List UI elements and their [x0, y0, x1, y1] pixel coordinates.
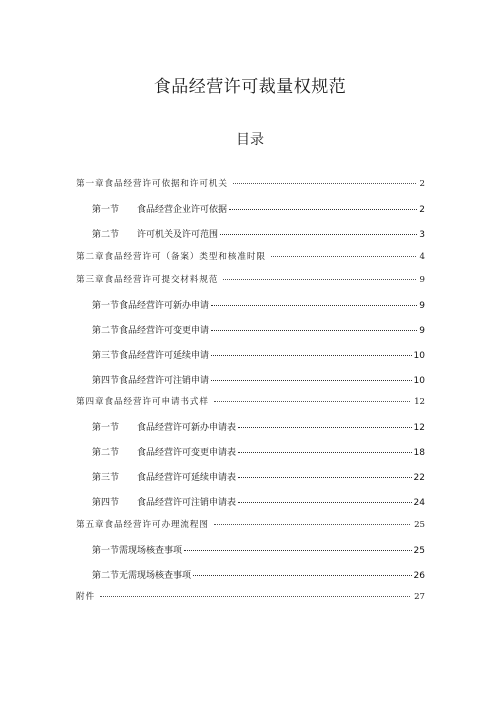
toc-page-number: 18 [413, 448, 425, 458]
toc-entry-chapter-5[interactable] [76, 518, 425, 530]
toc-entry-label: 附件 [76, 592, 95, 602]
toc-page-number: 12 [414, 397, 425, 407]
toc-leader-dots [211, 355, 412, 356]
toc-page-number: 24 [413, 498, 425, 508]
document-title: 食品经营许可裁量权规范 [153, 77, 347, 97]
toc-heading: 目录 [236, 132, 264, 148]
toc-leader-dots [238, 477, 412, 478]
toc-entry-label: 第四章食品经营许可申请书式样 [76, 397, 209, 407]
toc-page-number: 25 [414, 520, 425, 530]
toc-entry-section-1-1[interactable] [92, 202, 425, 215]
toc-leader-dots [211, 380, 412, 381]
toc-leader-dots [211, 305, 417, 306]
toc-leader-dots [211, 330, 417, 331]
toc-leader-dots [214, 401, 410, 402]
toc-entry-section-4-4[interactable] [92, 495, 425, 508]
toc-entry-appendix[interactable] [76, 590, 425, 602]
toc-leader-dots [238, 427, 412, 428]
toc-leader-dots [220, 234, 417, 235]
toc-entry-label: 第一节食品经营许可新办申请 [92, 301, 210, 311]
toc-entry-section-4-1[interactable] [92, 420, 425, 433]
toc-entry-section-3-2[interactable] [92, 323, 425, 336]
toc-leader-dots [238, 452, 412, 453]
toc-page-number: 10 [413, 351, 425, 361]
toc-page-number: 10 [413, 376, 425, 386]
toc-entry-label: 第一章食品经营许可依据和许可机关 [76, 179, 228, 189]
toc-leader-dots [238, 502, 412, 503]
toc-entry-label: 第三节 食品经营许可延续申请表 [92, 473, 237, 483]
toc-page-number: 26 [413, 571, 425, 581]
toc-page-number: 9 [419, 326, 425, 336]
toc-page-number: 25 [413, 546, 425, 556]
toc-entry-section-4-3[interactable] [92, 470, 425, 483]
toc-entry-label: 第二节食品经营许可变更申请 [92, 326, 210, 336]
toc-entry-label: 第三章食品经营许可提交材料规范 [76, 275, 219, 285]
toc-leader-dots [214, 524, 410, 525]
toc-entry-label: 第三节食品经营许可延续申请 [92, 351, 210, 361]
toc-leader-dots [229, 209, 417, 210]
toc-entry-section-3-3[interactable] [92, 348, 425, 361]
toc-leader-dots [223, 279, 415, 280]
toc-leader-dots [193, 575, 412, 576]
toc-page-number: 3 [419, 230, 425, 240]
toc-entry-label: 第二节 许可机关及许可范围 [92, 230, 219, 240]
toc-entry-section-4-2[interactable] [92, 445, 425, 458]
toc-page-number: 4 [419, 252, 425, 262]
toc-entry-label: 第二节无需现场核查事项 [92, 571, 192, 581]
toc-leader-dots [271, 256, 416, 257]
toc-leader-dots [233, 183, 416, 184]
toc-entry-label: 第一节 食品经营许可新办申请表 [92, 423, 237, 433]
toc-entry-chapter-2[interactable] [76, 250, 425, 262]
toc-entry-label: 第二章食品经营许可（备案）类型和核准时限 [76, 252, 266, 262]
toc-page-number: 22 [413, 473, 425, 483]
toc-entry-chapter-4[interactable] [76, 395, 425, 407]
toc-entry-section-3-1[interactable] [92, 298, 425, 311]
toc-entry-label: 第一节 食品经营企业许可依据 [92, 205, 228, 215]
toc-entry-label: 第五章食品经营许可办理流程图 [76, 520, 209, 530]
toc-entry-section-1-2[interactable] [92, 227, 425, 240]
toc-entry-section-3-4[interactable] [92, 373, 425, 386]
toc-page-number: 9 [419, 301, 425, 311]
toc-page-number: 2 [419, 205, 425, 215]
toc-page-number: 9 [419, 275, 425, 285]
toc-page-number: 27 [414, 592, 425, 602]
toc-entry-label: 第四节食品经营许可注销申请 [92, 376, 210, 386]
toc-entry-label: 第一节需现场核查事项 [92, 546, 183, 556]
toc-page-number: 2 [419, 179, 425, 189]
toc-entry-section-5-2[interactable] [92, 568, 425, 581]
toc-entry-label: 第四节 食品经营许可注销申请表 [92, 498, 237, 508]
toc-leader-dots [184, 550, 412, 551]
toc-entry-chapter-1[interactable] [76, 177, 425, 189]
toc-leader-dots [100, 596, 410, 597]
toc-entry-label: 第二节 食品经营许可变更申请表 [92, 448, 237, 458]
toc-entry-chapter-3[interactable] [76, 273, 425, 285]
toc-entry-section-5-1[interactable] [92, 543, 425, 556]
toc-page-number: 12 [413, 423, 425, 433]
